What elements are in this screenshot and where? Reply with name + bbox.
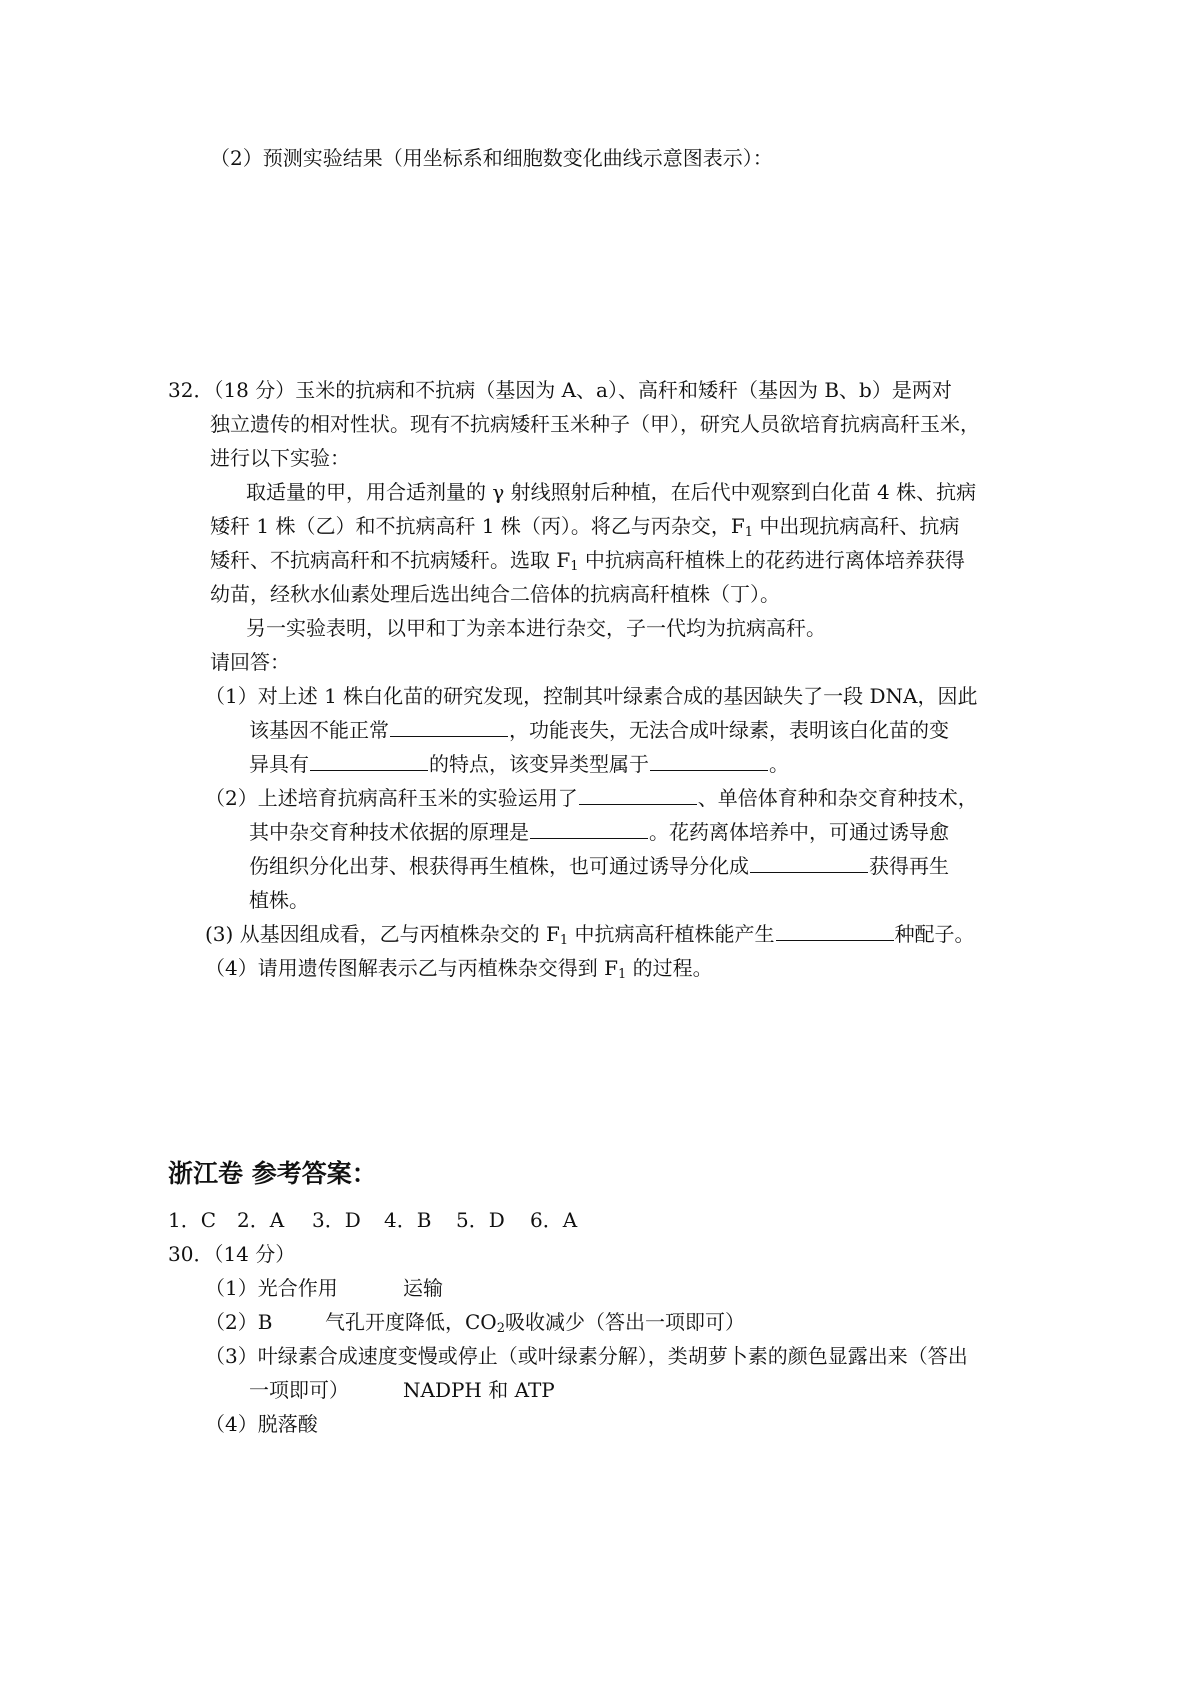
q32-ask: 请回答：: [210, 650, 290, 674]
answer-1-b: 运输: [403, 1276, 443, 1300]
q32-sub2-line2: 其中杂交育种技术依据的原理是 。花药离体培养中，可通过诱导愈: [249, 820, 949, 844]
answer-1: （1）光合作用: [205, 1276, 338, 1300]
q30-heading: 30．（14 分）: [168, 1242, 296, 1266]
answer-blank[interactable]: [750, 852, 868, 873]
q32-stem-line2: 独立遗传的相对性状。现有不抗病矮秆玉米种子（甲），研究人员欲培育抗病高秆玉米，: [210, 412, 980, 436]
q32-sub3: (3) 从基因组成看，乙与丙植株杂交的 $F_1$ 中抗病高秆植株能产生 种配子。: [205, 922, 975, 948]
answer-blank[interactable]: [530, 818, 648, 839]
q32-para1-line4: 幼苗，经秋水仙素处理后选出纯合二倍体的抗病高秆植株（丁）。: [210, 582, 780, 606]
q32-sub1-line1: （1）对上述 1 株白化苗的研究发现，控制其叶绿素合成的基因缺失了一段 DNA，因此: [205, 684, 978, 708]
answers-title: 浙江卷 参考答案：: [168, 1159, 377, 1188]
q32-sub2-line1: （2）上述培育抗病高秆玉米的实验运用了 、单倍体育种和杂交育种技术，: [205, 786, 978, 810]
q32-para1-line2: 矮秆 1 株（乙）和不抗病高秆 1 株（丙）。将乙与丙杂交，$F_1$ 中出现抗病高秆、抗病: [210, 514, 960, 540]
q32-sub4: （4）请用遗传图解表示乙与丙植株杂交得到 $F_1$ 的过程。: [205, 956, 713, 982]
mc-answer: 1．C: [168, 1208, 217, 1232]
answer-blank[interactable]: [390, 716, 508, 737]
mc-answer: 6．A: [530, 1208, 578, 1232]
answer-2: （2）B: [205, 1310, 273, 1334]
q31-part2: （2）预测实验结果（用坐标系和细胞数变化曲线示意图表示）：: [210, 146, 773, 170]
mc-answer: 5．D: [456, 1208, 505, 1232]
q32-sub1-line2: 该基因不能正常 ，功能丧失，无法合成叶绿素，表明该白化苗的变: [249, 718, 949, 742]
answer-3-line2: 一项即可）: [249, 1378, 349, 1402]
answer-blank[interactable]: [650, 750, 768, 771]
q32-sub2-line3: 伤组织分化出芽、根获得再生植株，也可通过诱导分化成 获得再生: [249, 854, 949, 878]
q32-sub2-line4: 植株。: [249, 888, 309, 912]
mc-answer: 3．D: [312, 1208, 361, 1232]
answer-3-line2-b: NADPH 和 ATP: [403, 1378, 555, 1402]
q32-para2: 另一实验表明，以甲和丁为亲本进行杂交，子一代均为抗病高秆。: [246, 616, 826, 640]
mc-answer: 4．B: [384, 1208, 432, 1232]
q32-para1-line3: 矮秆、不抗病高秆和不抗病矮秆。选取 $F_1$ 中抗病高秆植株上的花药进行离体培养获得: [210, 548, 965, 574]
q32-para1-line1: 取适量的甲，用合适剂量的 γ 射线照射后种植，在后代中观察到白化苗 4 株、抗病: [246, 480, 977, 504]
answer-4: （4）脱落酸: [205, 1412, 318, 1436]
answer-blank[interactable]: [776, 920, 894, 941]
answer-blank[interactable]: [579, 784, 697, 805]
answer-blank[interactable]: [310, 750, 428, 771]
q32-sub1-line3: 异具有 的特点，该变异类型属于 。: [249, 752, 789, 776]
q32-stem-line3: 进行以下实验：: [210, 446, 350, 470]
answer-2-b: 气孔开度降低，$CO_2$吸收减少（答出一项即可）: [325, 1310, 745, 1336]
mc-answer: 2．A: [237, 1208, 285, 1232]
answer-3-line1: （3）叶绿素合成速度变慢或停止（或叶绿素分解），类胡萝卜素的颜色显露出来（答出: [205, 1344, 968, 1368]
q32-stem-line1: 32．（18 分）玉米的抗病和不抗病（基因为 A、a）、高秆和矮秆（基因为 B、b）是两对: [168, 378, 952, 402]
